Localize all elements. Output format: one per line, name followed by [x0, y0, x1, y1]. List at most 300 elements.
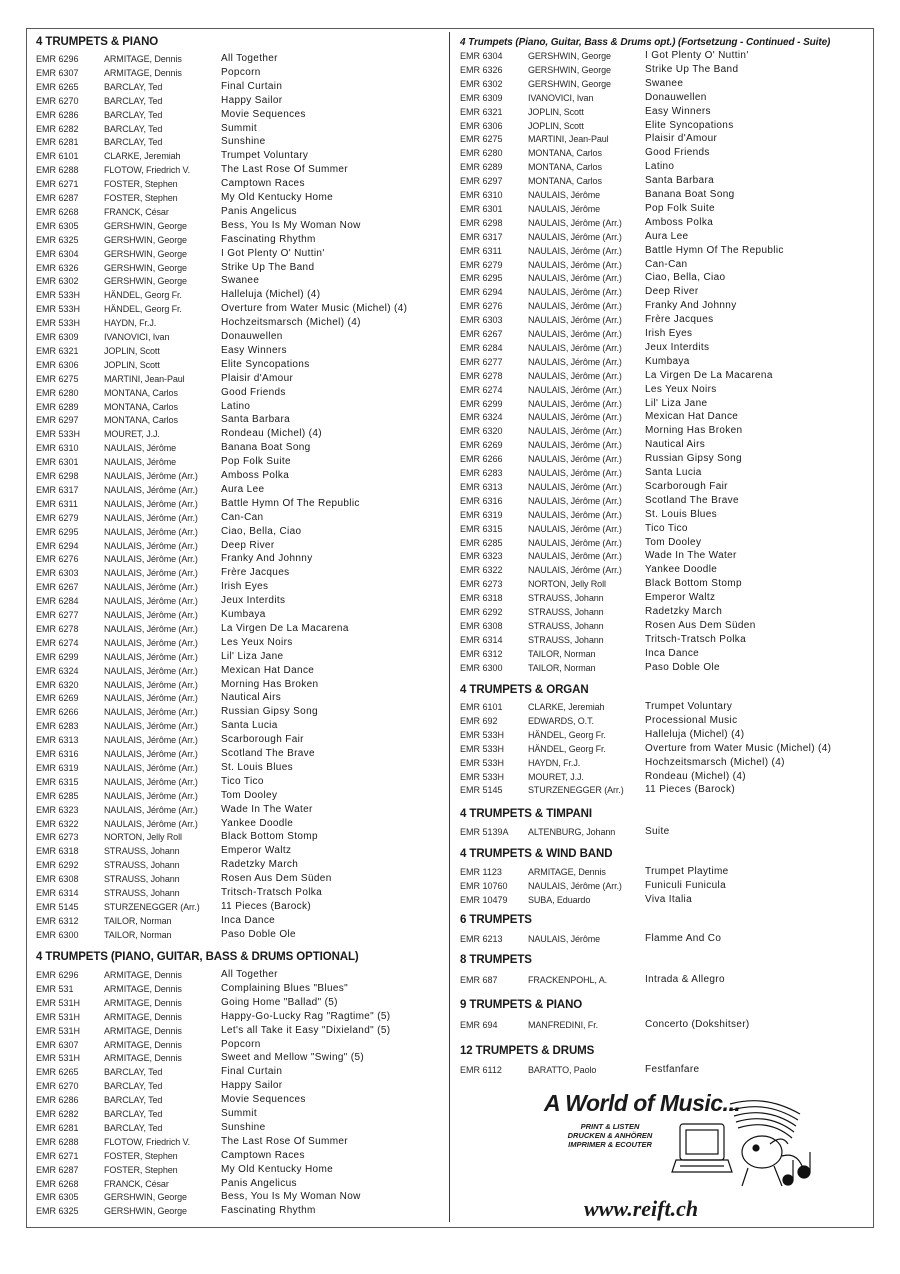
composer: FLOTOW, Friedrich V. [104, 165, 191, 176]
catalog-row [36, 1079, 444, 1093]
catalog-row [36, 650, 444, 664]
catalog-code: EMR 6300 [460, 662, 503, 673]
composer: FOSTER, Stephen [104, 193, 178, 203]
composer: NAULAIS, Jérôme (Arr.) [528, 398, 622, 409]
catalog-row [36, 233, 444, 247]
catalog-code: EMR 6284 [36, 596, 79, 607]
catalog-row [36, 261, 444, 275]
piece-title: Lil' Liza Jane [221, 650, 284, 662]
catalog-row [460, 299, 870, 313]
composer: CLARKE, Jeremiah [104, 151, 181, 162]
piece-title: Frère Jacques [221, 567, 290, 579]
piece-title: Elite Syncopations [645, 119, 734, 131]
composer: NORTON, Jelly Roll [528, 579, 606, 590]
catalog-code: EMR 6278 [460, 370, 503, 381]
composer: HÄNDEL, Georg Fr. [528, 743, 606, 754]
composer: NAULAIS, Jérôme [528, 203, 601, 214]
composer: STRAUSS, Johann [528, 607, 604, 617]
composer: JOPLIN, Scott [104, 345, 160, 356]
catalog-code: EMR 6289 [36, 401, 79, 412]
catalog-row [36, 455, 444, 469]
composer: NAULAIS, Jérôme (Arr.) [104, 818, 198, 829]
catalog-row [460, 146, 870, 160]
piece-title: Good Friends [221, 386, 286, 398]
composer: FRANCK, César [104, 1178, 169, 1189]
piece-title: Sunshine [221, 1121, 266, 1133]
composer: TAILOR, Norman [528, 648, 596, 659]
composer: NAULAIS, Jérôme (Arr.) [528, 301, 622, 312]
catalog-code: EMR 6280 [460, 148, 503, 159]
piece-title: Suite [645, 826, 670, 837]
catalog-code: EMR 533H [460, 757, 505, 768]
catalog-row [36, 469, 444, 483]
catalog-code: EMR 687 [460, 975, 498, 985]
catalog-row [36, 219, 444, 233]
catalog-row [460, 119, 870, 133]
catalog-code: EMR 6323 [36, 804, 79, 815]
catalog-row [36, 968, 444, 982]
composer: BARATTO, Paolo [528, 1065, 597, 1075]
catalog-code: EMR 533H [460, 743, 505, 754]
piece-title: Mexican Hat Dance [645, 411, 739, 423]
composer: NAULAIS, Jérôme (Arr.) [104, 651, 198, 662]
catalog-code: EMR 6282 [36, 1109, 79, 1119]
piece-title: Swanee [645, 77, 684, 89]
composer: NAULAIS, Jérôme (Arr.) [104, 610, 198, 620]
catalog-code: EMR 6322 [36, 818, 79, 829]
piece-title: Yankee Doodle [645, 564, 718, 576]
piece-title: Camptown Races [221, 1149, 305, 1161]
catalog-code: EMR 6288 [36, 165, 79, 176]
catalog-row [460, 825, 870, 839]
catalog-row [36, 1010, 444, 1024]
catalog-code: EMR 6306 [36, 359, 79, 370]
composer: NAULAIS, Jérôme [528, 190, 601, 200]
catalog-code: EMR 6276 [36, 554, 79, 565]
reift-logo [538, 1088, 828, 1220]
catalog-row [36, 1107, 444, 1121]
piece-title: Santa Lucia [645, 467, 702, 478]
piece-title: St. Louis Blues [221, 761, 293, 773]
catalog-row [36, 372, 444, 386]
catalog-code: EMR 6320 [460, 426, 503, 437]
section-heading: 8 TRUMPETS [460, 954, 532, 966]
catalog-row [460, 508, 870, 522]
piece-title: Funiculi Funicula [645, 879, 726, 891]
piece-title: All Together [221, 969, 278, 980]
catalog-code: EMR 6270 [36, 95, 79, 106]
composer: MARTINI, Jean-Paul [528, 134, 609, 145]
catalog-code: EMR 6273 [460, 579, 503, 590]
catalog-row [460, 369, 870, 383]
section-heading: 4 Trumpets (Piano, Guitar, Bass & Drums opt.) (Fortsetzung - Continued - Suite) [460, 37, 831, 48]
catalog-row [36, 497, 444, 511]
catalog-code: EMR 1123 [460, 867, 502, 877]
section-heading: 4 TRUMPETS & PIANO [36, 36, 159, 48]
catalog-row [36, 302, 444, 316]
composer: BARCLAY, Ted [104, 81, 163, 92]
catalog-code: EMR 6317 [36, 484, 79, 495]
catalog-code: EMR 6277 [36, 610, 79, 620]
column-divider [449, 32, 450, 1222]
composer: GERSHWIN, George [528, 64, 611, 75]
piece-title: St. Louis Blues [645, 508, 717, 520]
catalog-code: EMR 531H [36, 997, 81, 1008]
piece-title: Scarborough Fair [221, 734, 304, 746]
catalog-code: EMR 6112 [460, 1065, 502, 1075]
catalog-code: EMR 6270 [36, 1081, 79, 1092]
piece-title: Festfanfare [645, 1064, 700, 1075]
catalog-row [36, 386, 444, 400]
piece-title: Nautical Airs [221, 692, 282, 704]
piece-title: Lil' Liza Jane [645, 397, 708, 409]
piece-title: Halleluja (Michel) (4) [645, 728, 745, 740]
catalog-row [36, 914, 444, 928]
catalog-row [460, 424, 870, 438]
piece-title: Santa Barbara [645, 175, 715, 187]
piece-title: Bess, You Is My Woman Now [221, 1191, 361, 1203]
section-heading: 4 TRUMPETS & ORGAN [460, 684, 589, 696]
piece-title: Ciao, Bella, Ciao [221, 525, 302, 537]
catalog-row [36, 858, 444, 872]
piece-title: Irish Eyes [645, 328, 693, 339]
catalog-row [36, 608, 444, 622]
catalog-code: EMR 6295 [460, 273, 503, 284]
catalog-code: EMR 6312 [36, 915, 79, 926]
piece-title: Sunshine [221, 136, 266, 148]
catalog-code: EMR 6319 [36, 762, 79, 773]
logo-title: A World of Music... [544, 1090, 741, 1116]
composer: NAULAIS, Jérôme (Arr.) [528, 537, 622, 548]
catalog-row [460, 452, 870, 466]
composer: NAULAIS, Jérôme (Arr.) [104, 749, 198, 759]
piece-title: Good Friends [645, 147, 710, 159]
catalog-row [460, 466, 870, 480]
section-heading: 6 TRUMPETS [460, 914, 532, 926]
piece-title: My Old Kentucky Home [221, 192, 334, 203]
piece-title: Donauwellen [645, 91, 707, 103]
catalog-code: EMR 6307 [36, 1039, 79, 1050]
catalog-code: EMR 6283 [460, 468, 503, 478]
catalog-code: EMR 6324 [36, 665, 79, 676]
catalog-row [36, 705, 444, 719]
catalog-code: EMR 6282 [36, 123, 79, 134]
catalog-row [36, 205, 444, 219]
catalog-row [460, 77, 870, 91]
composer: NAULAIS, Jérôme (Arr.) [104, 512, 198, 523]
composer: NAULAIS, Jérôme (Arr.) [528, 329, 622, 339]
composer: ARMITAGE, Dennis [104, 983, 182, 994]
piece-title: Strike Up The Band [645, 63, 739, 75]
catalog-code: EMR 6281 [36, 137, 79, 148]
catalog-row [460, 973, 870, 987]
catalog-row [36, 108, 444, 122]
piece-title: Jeux Interdits [221, 595, 286, 607]
piece-title: Radetzky March [221, 859, 299, 871]
catalog-code: EMR 531H [36, 1011, 81, 1022]
composer: NAULAIS, Jérôme (Arr.) [528, 565, 622, 576]
piece-title: Summit [221, 1108, 257, 1119]
composer: NAULAIS, Jérôme (Arr.) [528, 273, 622, 284]
catalog-code: EMR 6294 [36, 540, 79, 551]
catalog-row [460, 879, 870, 893]
composer: BARCLAY, Ted [104, 137, 163, 148]
catalog-row [36, 1204, 444, 1218]
piece-title: Santa Barbara [221, 414, 291, 426]
catalog-code: EMR 6274 [36, 637, 79, 648]
catalog-row [460, 700, 870, 714]
piece-title: Halleluja (Michel) (4) [221, 289, 321, 301]
catalog-row [36, 483, 444, 497]
catalog-code: EMR 6302 [36, 276, 79, 287]
composer: SUBA, Eduardo [528, 894, 591, 905]
composer: MOURET, J.J. [104, 429, 160, 440]
piece-title: Strike Up The Band [221, 261, 315, 273]
catalog-row [36, 344, 444, 358]
composer: ARMITAGE, Dennis [104, 67, 182, 78]
catalog-row [36, 177, 444, 191]
catalog-row [460, 494, 870, 508]
catalog-row [36, 886, 444, 900]
catalog-code: EMR 6325 [36, 234, 79, 245]
composer: BARCLAY, Ted [104, 1081, 163, 1092]
piece-title: Plaisir d'Amour [221, 372, 294, 384]
piece-title: Amboss Polka [221, 470, 290, 481]
catalog-row [36, 678, 444, 692]
piece-title: Intrada & Allegro [645, 974, 725, 985]
catalog-code: EMR 6295 [36, 526, 79, 537]
piece-title: Les Yeux Noirs [221, 636, 293, 648]
piece-title: Morning Has Broken [221, 678, 319, 690]
catalog-code: EMR 6309 [460, 92, 503, 103]
composer: NAULAIS, Jérôme (Arr.) [104, 637, 198, 648]
catalog-row [460, 742, 870, 756]
piece-title: Panis Angelicus [221, 1177, 297, 1189]
composer: NAULAIS, Jérôme (Arr.) [528, 287, 622, 298]
piece-title: Inca Dance [645, 647, 700, 659]
piece-title: Concerto (Dokshitser) [645, 1019, 750, 1030]
catalog-code: EMR 6298 [36, 471, 79, 481]
catalog-row [36, 844, 444, 858]
composer: NAULAIS, Jérôme [104, 457, 177, 468]
piece-title: Banana Boat Song [221, 442, 311, 454]
catalog-row [36, 817, 444, 831]
piece-title: Easy Winners [221, 344, 287, 356]
catalog-row [36, 552, 444, 566]
catalog-code: EMR 6285 [36, 790, 79, 801]
catalog-code: EMR 692 [460, 715, 498, 726]
composer: NAULAIS, Jérôme (Arr.) [104, 679, 198, 690]
catalog-row [36, 691, 444, 705]
composer: HÄNDEL, Georg Fr. [104, 304, 182, 315]
logo-url: www.reift.ch [584, 1196, 699, 1221]
piece-title: Battle Hymn Of The Republic [221, 497, 360, 509]
catalog-code: EMR 6316 [460, 495, 503, 506]
catalog-code: EMR 6277 [460, 356, 503, 367]
catalog-code: EMR 6307 [36, 67, 79, 78]
piece-title: Wade In The Water [645, 550, 737, 562]
catalog-row [36, 1177, 444, 1191]
piece-title: Franky And Johnny [221, 553, 313, 565]
catalog-row [460, 341, 870, 355]
composer: NAULAIS, Jérôme (Arr.) [528, 370, 622, 381]
piece-title: Trumpet Voluntary [645, 701, 733, 712]
composer: STRAUSS, Johann [104, 874, 180, 885]
catalog-code: EMR 6283 [36, 721, 79, 732]
catalog-row [460, 577, 870, 591]
catalog-code: EMR 6319 [460, 509, 503, 520]
piece-title: Can-Can [645, 258, 688, 270]
catalog-row [460, 327, 870, 341]
catalog-code: EMR 6306 [460, 120, 503, 131]
piece-title: Movie Sequences [221, 108, 306, 120]
catalog-row [460, 91, 870, 105]
catalog-code: EMR 6281 [36, 1122, 79, 1133]
piece-title: Happy Sailor [221, 94, 283, 106]
piece-title: Viva Italia [645, 893, 693, 905]
composer: MONTANA, Carlos [528, 162, 602, 173]
catalog-row [36, 135, 444, 149]
piece-title: Amboss Polka [645, 216, 714, 228]
piece-title: Black Bottom Stomp [645, 578, 742, 590]
catalog-row [460, 313, 870, 327]
catalog-row [36, 316, 444, 330]
catalog-row [36, 66, 444, 80]
piece-title: 11 Pieces (Barock) [221, 900, 312, 912]
composer: BARCLAY, Ted [104, 1122, 163, 1133]
catalog-row [36, 761, 444, 775]
catalog-row [36, 400, 444, 414]
composer: GERSHWIN, George [104, 248, 187, 259]
catalog-row [36, 1190, 444, 1204]
logo-tagline-3: IMPRIMER & ECOUTER [568, 1140, 652, 1149]
composer: NAULAIS, Jérôme (Arr.) [104, 693, 198, 704]
piece-title: Deep River [645, 286, 699, 298]
composer: FRACKENPOHL, A. [528, 975, 608, 985]
composer: NAULAIS, Jérôme (Arr.) [528, 342, 622, 353]
catalog-code: EMR 6314 [460, 634, 503, 645]
catalog-row [36, 622, 444, 636]
composer: NAULAIS, Jérôme (Arr.) [104, 804, 198, 815]
composer: MONTANA, Carlos [104, 415, 178, 426]
catalog-row [36, 982, 444, 996]
catalog-row [36, 1065, 444, 1079]
composer: NAULAIS, Jérôme (Arr.) [104, 707, 198, 718]
composer: NAULAIS, Jérôme (Arr.) [528, 468, 622, 478]
composer: NAULAIS, Jérôme (Arr.) [528, 384, 622, 395]
catalog-row [460, 480, 870, 494]
catalog-row [36, 996, 444, 1010]
catalog-row [460, 865, 870, 879]
catalog-row [36, 191, 444, 205]
composer: STRAUSS, Johann [528, 620, 604, 631]
catalog-code: EMR 694 [460, 1020, 498, 1030]
catalog-code: EMR 6276 [460, 301, 503, 312]
catalog-code: EMR 6301 [460, 203, 503, 214]
piece-title: Overture from Water Music (Michel) (4) [645, 742, 832, 754]
composer: NAULAIS, Jérôme (Arr.) [104, 665, 198, 676]
catalog-code: EMR 10760 [460, 880, 508, 891]
catalog-code: EMR 6297 [460, 176, 503, 187]
catalog-row [460, 230, 870, 244]
composer: NAULAIS, Jérôme (Arr.) [104, 721, 198, 732]
piece-title: Scotland The Brave [221, 748, 315, 759]
piece-title: La Virgen De La Macarena [221, 622, 349, 634]
catalog-code: EMR 6326 [36, 262, 79, 273]
piece-title: Tom Dooley [221, 789, 278, 801]
piece-title: Popcorn [221, 1038, 261, 1050]
catalog-code: EMR 6292 [460, 607, 503, 617]
piece-title: Trumpet Playtime [645, 866, 729, 877]
composer: TAILOR, Norman [528, 662, 596, 673]
catalog-code: EMR 6101 [36, 151, 79, 162]
catalog-row [460, 591, 870, 605]
section-heading: 4 TRUMPETS & WIND BAND [460, 848, 613, 860]
composer: NAULAIS, Jérôme (Arr.) [104, 762, 198, 773]
catalog-code: EMR 6299 [460, 398, 503, 409]
logo-tagline-1: PRINT & LISTEN [580, 1122, 640, 1131]
catalog-code: EMR 6299 [36, 651, 79, 662]
catalog-row [36, 1149, 444, 1163]
composer: JOPLIN, Scott [528, 120, 584, 131]
catalog-code: EMR 6280 [36, 387, 79, 398]
piece-title: Yankee Doodle [221, 817, 294, 829]
catalog-row [460, 188, 870, 202]
composer: MONTANA, Carlos [104, 401, 178, 412]
piece-title: Happy-Go-Lucky Rag "Ragtime" (5) [221, 1010, 391, 1022]
piece-title: I Got Plenty O' Nuttin' [645, 50, 749, 61]
piece-title: Fascinating Rhythm [221, 1205, 316, 1217]
catalog-code: EMR 6304 [36, 248, 79, 259]
composer: NAULAIS, Jérôme (Arr.) [528, 231, 622, 242]
composer: FOSTER, Stephen [104, 179, 178, 190]
catalog-code: EMR 5139A [460, 827, 509, 837]
catalog-row [460, 714, 870, 728]
catalog-row [460, 160, 870, 174]
catalog-code: EMR 6275 [36, 373, 79, 384]
catalog-code: EMR 6275 [460, 134, 503, 145]
piece-title: Russian Gipsy Song [221, 706, 318, 718]
composer: BARCLAY, Ted [104, 1109, 163, 1119]
piece-title: Irish Eyes [221, 581, 269, 593]
catalog-code: EMR 6305 [36, 1192, 79, 1203]
catalog-row [36, 525, 444, 539]
catalog-code: EMR 6309 [36, 332, 79, 342]
catalog-row [36, 789, 444, 803]
piece-title: Hochzeitsmarsch (Michel) (4) [645, 756, 785, 768]
composer: BARCLAY, Ted [104, 123, 163, 134]
piece-title: Elite Syncopations [221, 358, 310, 370]
piece-title: Emperor Waltz [221, 845, 292, 857]
composer: NAULAIS, Jérôme (Arr.) [104, 582, 198, 593]
piece-title: Frère Jacques [645, 314, 714, 326]
catalog-code: EMR 5145 [36, 901, 79, 912]
composer: NAULAIS, Jérôme (Arr.) [528, 412, 622, 423]
catalog-code: EMR 6274 [460, 384, 503, 395]
piece-title: Latino [645, 161, 675, 173]
composer: STRAUSS, Johann [528, 593, 604, 604]
piece-title: Final Curtain [221, 1066, 283, 1078]
catalog-row [36, 566, 444, 580]
piece-title: Panis Angelicus [221, 205, 297, 217]
composer: ARMITAGE, Dennis [104, 1039, 182, 1050]
catalog-row [36, 1051, 444, 1065]
composer: STRAUSS, Johann [528, 634, 604, 645]
catalog-code: EMR 6265 [36, 1067, 79, 1078]
catalog-code: EMR 6279 [460, 259, 503, 270]
piece-title: I Got Plenty O' Nuttin' [221, 247, 325, 259]
catalog-code: EMR 6289 [460, 162, 503, 173]
